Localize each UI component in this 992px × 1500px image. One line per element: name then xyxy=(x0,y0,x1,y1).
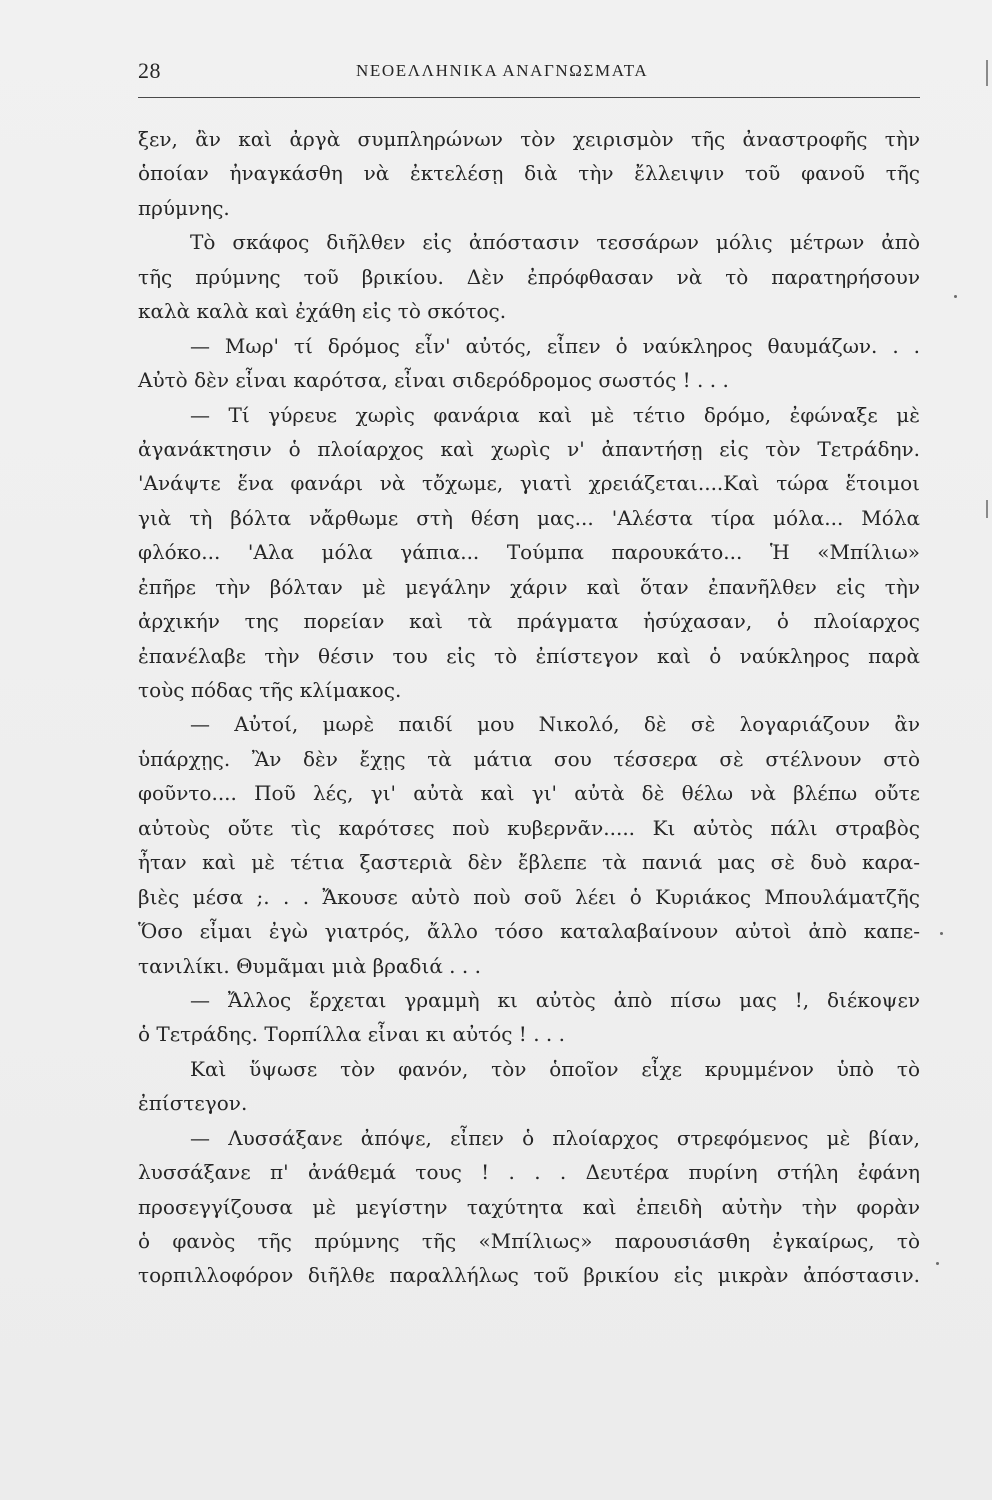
text-line: τανιλίκι. Θυμᾶμαι μιὰ βραδιά . . . xyxy=(138,953,481,978)
text-line: ἦταν καὶ μὲ τέτια ξαστεριὰ δὲν ἔβλεπε τὰ πανιά μας σὲ δυὸ καρα- xyxy=(138,850,920,875)
text-line: τορπιλλοφόρον διῆλθε παραλλήλως τοῦ βρικίου εἰς μικρὰν ἀπόστασιν. xyxy=(138,1263,920,1288)
text-line: Τὸ σκάφος διῆλθεν εἰς ἀπόστασιν τεσσάρων μόλις μέτρων ἀπὸ xyxy=(190,230,920,255)
text-line: λυσσάξανε π' ἀνάθεμά τους ! . . . Δευτέρα πυρίνη στήλη ἐφάνη xyxy=(138,1160,920,1185)
text-line: — Αὐτοί, μωρὲ παιδί μου Νικολό, δὲ σὲ λογαριάζουν ἂν xyxy=(190,712,920,737)
text-line: ἀγανάκτησιν ὁ πλοίαρχος καὶ χωρὶς ν' ἀπαντήσῃ εἰς τὸν Τετράδην. xyxy=(138,436,920,461)
text-line: — Ἄλλος ἔρχεται γραμμὴ κι αὐτὸς ἀπὸ πίσω μας !, διέκοψεν xyxy=(190,987,920,1012)
text-line: φοῦντο.... Ποῦ λές, γι' αὐτὰ καὶ γι' αὐτὰ δὲ θέλω νὰ βλέπω οὔτε xyxy=(138,781,920,806)
scan-edge-mark xyxy=(986,60,988,86)
body-text xyxy=(138,122,920,1293)
text-line: ἐπανέλαβε τὴν θέσιν του εἰς τὸ ἐπίστεγον καὶ ὁ ναύκληρος παρὰ xyxy=(138,643,920,668)
text-line: ὁ Τετράδης. Τορπίλλα εἶναι κι αὐτός ! . . . xyxy=(138,1022,565,1047)
page-number: 28 xyxy=(138,58,161,83)
text-line: ὁ φανὸς τῆς πρύμνης τῆς «Μπίλιως» παρουσιάσθη ἐγκαίρως, τὸ xyxy=(138,1229,920,1253)
text-line: Ὅσο εἶμαι ἐγὼ γιατρός, ἄλλο τόσο καταλαβαίνουν αὐτοὶ ἀπὸ καπε- xyxy=(138,919,920,944)
text-line: ξεν, ἂν καὶ ἀργὰ συμπληρώνων τὸν χειρισμὸν τῆς ἀναστροφῆς τὴν xyxy=(138,127,920,151)
running-title: ΝΕΟΕΛΛΗΝΙΚΑ ΑΝΑΓΝΩΣΜΑΤΑ xyxy=(356,61,649,80)
scan-edge-mark xyxy=(986,500,988,518)
text-line: ὑπάρχῃς. Ἂν δὲν ἔχῃς τὰ μάτια σου τέσσερα σὲ στέλνουν στὸ xyxy=(138,746,920,771)
text-line: Καὶ ὕψωσε τὸν φανόν, τὸν ὁποῖον εἶχε κρυμμένον ὑπὸ τὸ xyxy=(190,1056,920,1081)
paper-speck xyxy=(940,932,943,935)
text-line: ἀρχικήν της πορείαν καὶ τὰ πράγματα ἡσύχασαν, ὁ πλοίαρχος xyxy=(138,609,920,634)
text-line: καλὰ καλὰ καὶ ἐχάθη εἰς τὸ σκότος. xyxy=(138,299,507,324)
text-line: — Λυσσάξανε ἀπόψε, εἶπεν ὁ πλοίαρχος στρεφόμενος μὲ βίαν, xyxy=(190,1125,920,1150)
paper-speck xyxy=(954,295,957,298)
text-line: — Τί γύρευε χωρὶς φανάρια καὶ μὲ τέτιο δρόμο, ἐφώναξε μὲ xyxy=(190,402,920,427)
text-line: ἐπῆρε τὴν βόλταν μὲ μεγάλην χάριν καὶ ὅταν ἐπανῆλθεν εἰς τὴν xyxy=(138,574,920,599)
text-line: ἐπίστεγον. xyxy=(138,1091,248,1116)
text-line: τοὺς πόδας τῆς κλίμακος. xyxy=(138,678,402,702)
paper-speck xyxy=(936,1262,939,1265)
text-line: γιὰ τὴ βόλτα νἄρθωμε στὴ θέση μας... 'Αλέστα τίρα μόλα... Μόλα xyxy=(138,505,920,530)
text-line: 'Ανάψτε ἕνα φανάρι νὰ τὄχωμε, γιατὶ χρειάζεται....Καὶ τώρα ἕτοιμοι xyxy=(138,471,920,496)
text-line: πρύμνης. xyxy=(138,195,230,220)
text-line: τῆς πρύμνης τοῦ βρικίου. Δὲν ἐπρόφθασαν νὰ τὸ παρατηρήσουν xyxy=(138,264,920,289)
text-line: προσεγγίζουσα μὲ μεγίστην ταχύτητα καὶ ἐπειδὴ αὐτὴν τὴν φορὰν xyxy=(138,1194,920,1219)
text-line: — Μωρ' τί δρόμος εἶν' αὐτός, εἶπεν ὁ ναύκληρος θαυμάζων. . . xyxy=(190,333,920,358)
text-line: αὐτοὺς οὔτε τὶς καρότσες ποὺ κυβερνᾶν..... Κι αὐτὸς πάλι στραβὸς xyxy=(138,815,920,840)
text-line: ὁποίαν ἠναγκάσθη νὰ ἐκτελέσῃ διὰ τὴν ἔλλειψιν τοῦ φανοῦ τῆς xyxy=(138,161,920,186)
text-line: φλόκο... 'Αλα μόλα γάπια... Τούμπα παρουκάτο... Ἡ «Μπίλιω» xyxy=(138,540,920,565)
page-header xyxy=(138,58,920,88)
text-line: Αὐτὸ δὲν εἶναι καρότσα, εἶναι σιδερόδρομος σωστός ! . . . xyxy=(138,368,729,393)
text-line: βιὲς μέσα ;. . . Ἄκουσε αὐτὸ ποὺ σοῦ λέει ὁ Κυριάκος Μπουλάματζῆς xyxy=(138,884,920,909)
header-rule xyxy=(138,97,920,98)
